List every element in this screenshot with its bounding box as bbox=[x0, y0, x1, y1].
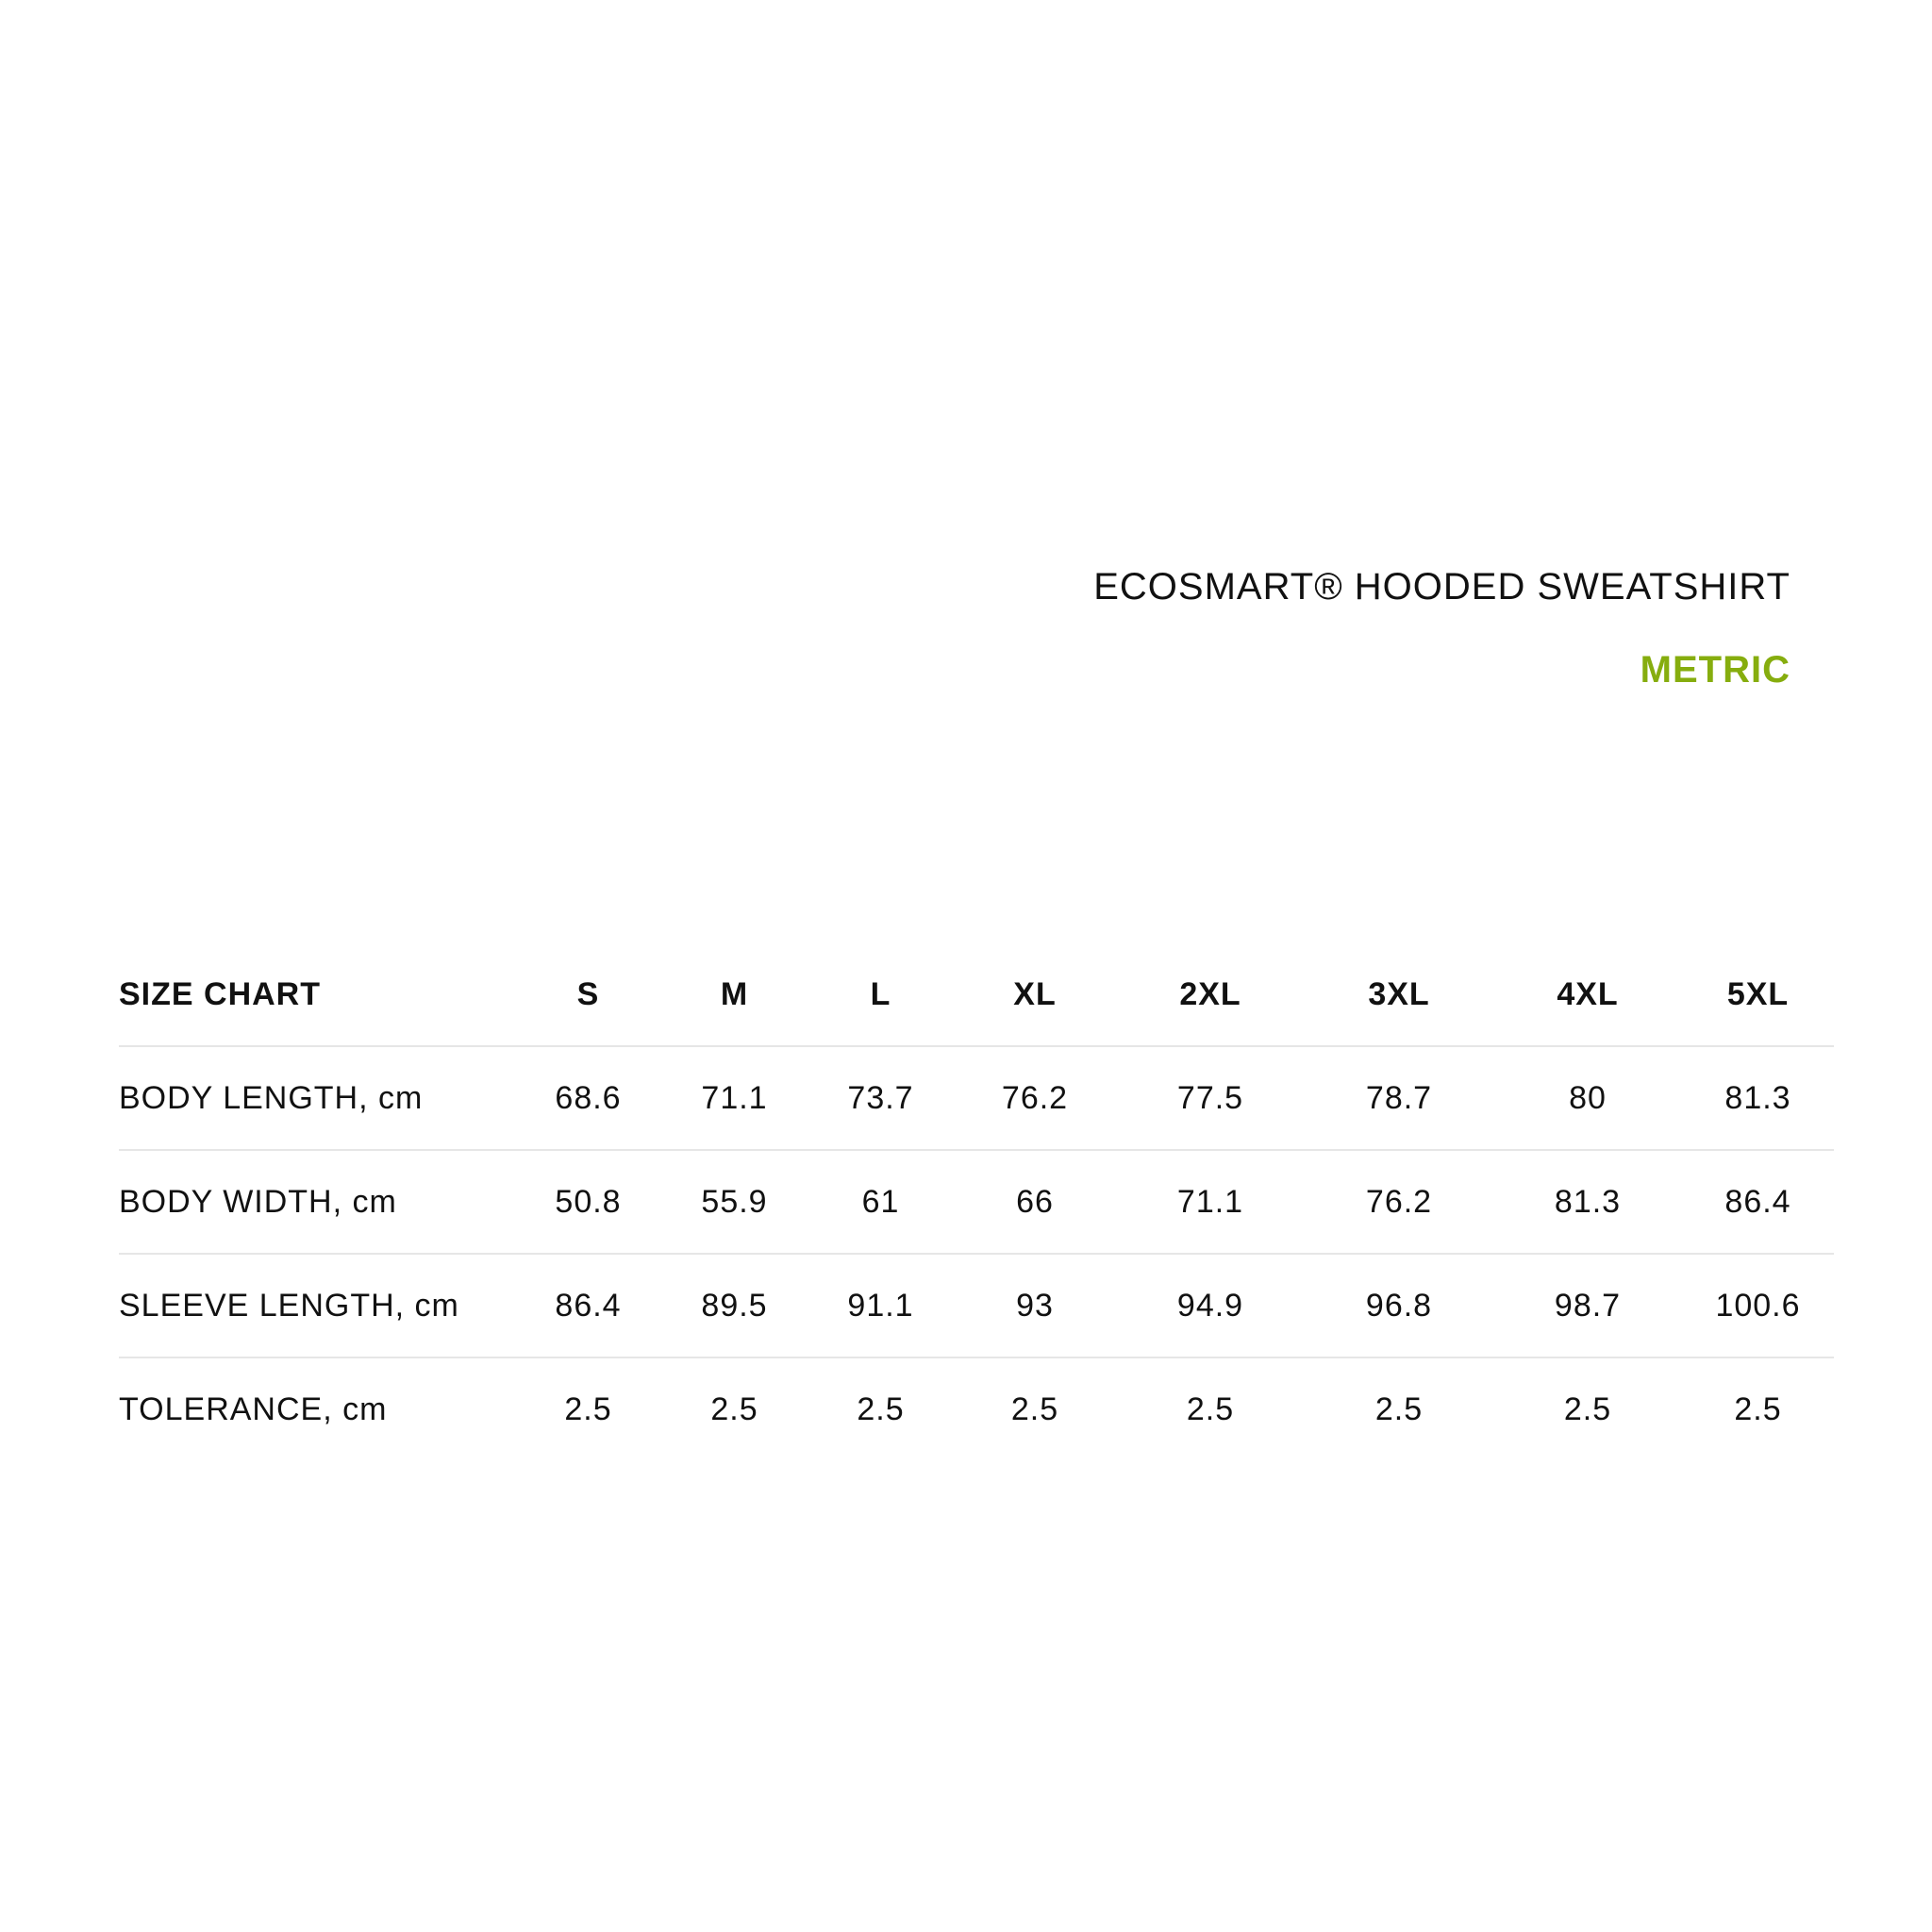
table-cell: 2.5 bbox=[954, 1357, 1116, 1460]
table-cell: 2.5 bbox=[808, 1357, 954, 1460]
size-header-2xl: 2XL bbox=[1179, 975, 1241, 1012]
size-header-5xl: 5XL bbox=[1726, 975, 1790, 1012]
table-cell: 73.7 bbox=[808, 1046, 954, 1150]
row-label: BODY LENGTH, cm bbox=[119, 1046, 515, 1150]
size-header-m: M bbox=[720, 975, 749, 1012]
size-header-l: L bbox=[870, 975, 891, 1012]
row-label: SLEEVE LENGTH, cm bbox=[119, 1254, 515, 1357]
table-cell: 61 bbox=[808, 1150, 954, 1254]
table-row-tolerance bbox=[119, 1357, 1834, 1460]
table-cell: 68.6 bbox=[515, 1046, 661, 1150]
table-cell: 71.1 bbox=[661, 1046, 808, 1150]
table-cell: 89.5 bbox=[661, 1254, 808, 1357]
table-row-body-length bbox=[119, 1046, 1834, 1150]
table-cell: 100.6 bbox=[1682, 1254, 1834, 1357]
table-cell: 55.9 bbox=[661, 1150, 808, 1254]
table-cell: 98.7 bbox=[1493, 1254, 1682, 1357]
table-cell: 2.5 bbox=[1682, 1357, 1834, 1460]
table-row-sleeve-length bbox=[119, 1254, 1834, 1357]
table-cell: 2.5 bbox=[515, 1357, 661, 1460]
size-header-3xl: 3XL bbox=[1368, 975, 1430, 1012]
table-header-row bbox=[119, 943, 1834, 1046]
table-cell: 91.1 bbox=[808, 1254, 954, 1357]
table-cell: 2.5 bbox=[661, 1357, 808, 1460]
table-cell: 77.5 bbox=[1116, 1046, 1305, 1150]
table-cell: 86.4 bbox=[515, 1254, 661, 1357]
table-cell: 2.5 bbox=[1305, 1357, 1493, 1460]
table-cell: 96.8 bbox=[1305, 1254, 1493, 1357]
table-cell: 81.3 bbox=[1682, 1046, 1834, 1150]
size-chart-table bbox=[119, 943, 1834, 1460]
unit-system-label: METRIC bbox=[1640, 649, 1790, 691]
table-cell: 76.2 bbox=[954, 1046, 1116, 1150]
table-cell: 76.2 bbox=[1305, 1150, 1493, 1254]
table-cell: 50.8 bbox=[515, 1150, 661, 1254]
table-cell: 78.7 bbox=[1305, 1046, 1493, 1150]
size-header-4xl: 4XL bbox=[1557, 975, 1619, 1012]
table-cell: 66 bbox=[954, 1150, 1116, 1254]
table-cell: 86.4 bbox=[1682, 1150, 1834, 1254]
table-row-body-width bbox=[119, 1150, 1834, 1254]
row-label: BODY WIDTH, cm bbox=[119, 1150, 515, 1254]
row-label: TOLERANCE, cm bbox=[119, 1357, 515, 1460]
product-title: ECOSMART® HOODED SWEATSHIRT bbox=[1093, 566, 1790, 608]
table-cell: 2.5 bbox=[1493, 1357, 1682, 1460]
table-cell: 81.3 bbox=[1493, 1150, 1682, 1254]
size-chart-heading: SIZE CHART bbox=[119, 975, 321, 1012]
size-header-s: S bbox=[576, 975, 600, 1012]
table-cell: 93 bbox=[954, 1254, 1116, 1357]
table-cell: 71.1 bbox=[1116, 1150, 1305, 1254]
size-header-xl: XL bbox=[1013, 975, 1057, 1012]
table-cell: 94.9 bbox=[1116, 1254, 1305, 1357]
table-cell: 80 bbox=[1493, 1046, 1682, 1150]
table-cell: 2.5 bbox=[1116, 1357, 1305, 1460]
